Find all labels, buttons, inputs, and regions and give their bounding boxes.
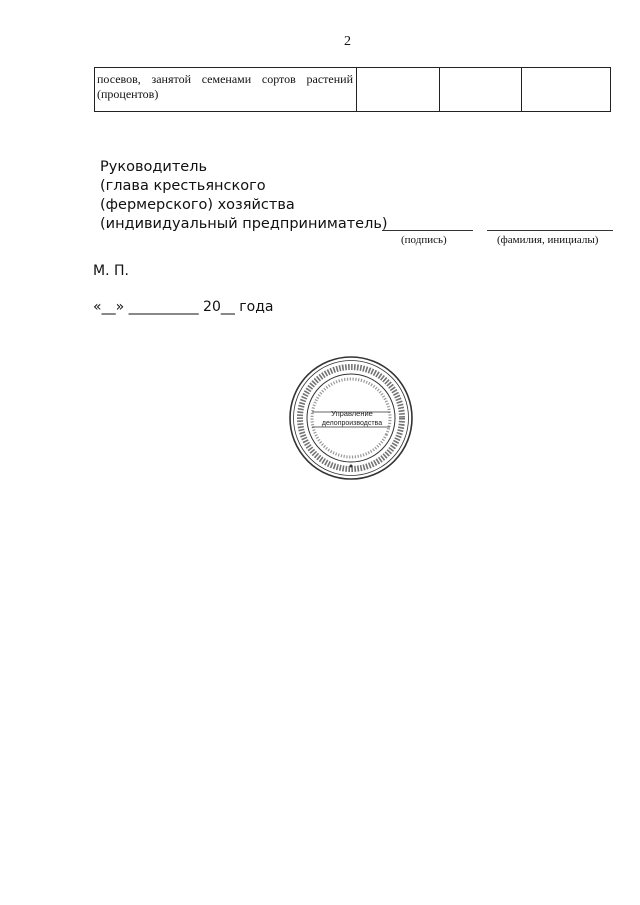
official-stamp [288,355,414,481]
table-cell-3 [521,68,610,111]
table-cell-2 [439,68,521,111]
name-line [487,230,613,231]
page-number: 2 [344,34,351,49]
stamp-text-1: Управление [331,409,373,418]
signatory-title: Руководитель [100,159,208,175]
table-row-label: посевов, занятой семенами сортов растений (процентов) [97,72,353,101]
signatory-block [100,158,388,234]
table-cell-1 [356,68,439,111]
signature-line [382,230,473,231]
signature-caption: (подпись) [401,234,447,246]
signatory-line-3: (фермерского) хозяйства [100,197,295,213]
data-table [94,67,611,112]
signatory-line-4: (индивидуальный предприниматель) [100,216,388,232]
name-caption: (фамилия, инициалы) [497,234,599,246]
seal-place-label: М. П. [93,263,129,279]
date-line: «__» __________ 20__ года [93,299,274,315]
stamp-text-2: делопроизводства [321,420,383,427]
signatory-line-2: (глава крестьянского [100,178,266,194]
